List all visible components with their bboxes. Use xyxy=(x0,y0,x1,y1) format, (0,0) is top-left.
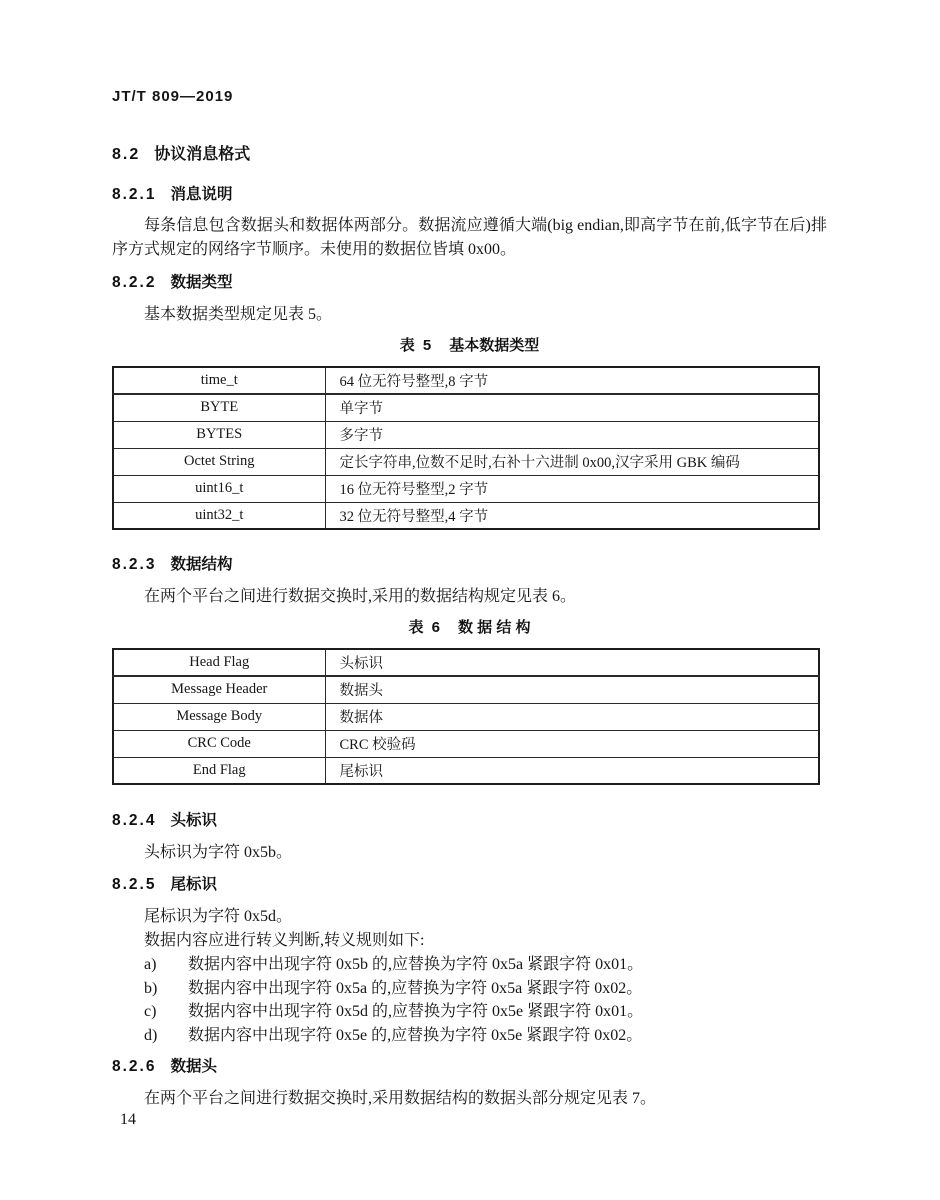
cell-desc: 头标识 xyxy=(325,649,819,676)
list-item-label: c) xyxy=(144,1003,157,1020)
table-row xyxy=(113,394,819,421)
document-page xyxy=(112,88,827,1129)
list-item-text: 数据内容中出现字符 0x5e 的,应替换为字符 0x5e 紧跟字符 0x02。 xyxy=(188,1026,643,1044)
cell-desc: 单字节 xyxy=(325,394,819,421)
table-5-caption-label: 表 5 xyxy=(399,337,434,354)
table-row xyxy=(113,757,819,784)
section-title: 头标识 xyxy=(170,812,217,829)
cell-desc: CRC 校验码 xyxy=(325,730,819,757)
cell-term: uint32_t xyxy=(113,502,325,529)
table-5-caption xyxy=(112,334,827,355)
cell-term: Octet String xyxy=(113,448,325,475)
table-6-caption xyxy=(112,616,827,637)
cell-term: Head Flag xyxy=(113,649,325,676)
list-item-label: a) xyxy=(144,956,157,973)
cell-term: uint16_t xyxy=(113,475,325,502)
section-heading-8-2-5 xyxy=(112,872,827,894)
doc-number: JT/T 809—2019 xyxy=(112,88,234,105)
list-item-label: d) xyxy=(144,1026,158,1044)
section-heading-8-2-1 xyxy=(112,182,827,204)
table-5-caption-title: 基本数据类型 xyxy=(449,337,540,354)
table-row xyxy=(113,475,819,502)
table-6-data-structure xyxy=(112,648,820,785)
cell-term: End Flag xyxy=(113,757,325,784)
paragraph-message-description: 每条信息包含数据头和数据体两部分。数据流应遵循大端(big endian,即高字节在前,低字节在后)排序方式规定的网络字节顺序。未使用的数据位皆填 0x00。 xyxy=(112,217,827,258)
section-heading-8-2 xyxy=(112,141,827,164)
section-title: 数据类型 xyxy=(170,274,233,291)
table-row xyxy=(113,448,819,475)
section-number: 8.2.4 xyxy=(112,812,157,829)
list-item xyxy=(112,1000,827,1024)
table-6-caption-label: 表 6 xyxy=(408,619,442,636)
table-row xyxy=(113,730,819,757)
paragraph-end-flag: 尾标识为字符 0x5d。 xyxy=(144,908,293,925)
list-item xyxy=(112,977,827,1001)
table-row xyxy=(113,502,819,529)
cell-term: Message Body xyxy=(113,703,325,730)
section-title: 数据头 xyxy=(170,1058,217,1075)
escape-rule-list xyxy=(112,953,827,1047)
table-5-basic-data-types xyxy=(112,366,820,530)
cell-desc: 16 位无符号整型,2 字节 xyxy=(325,475,819,502)
section-number: 8.2.3 xyxy=(112,556,157,573)
paragraph-head-flag: 头标识为字符 0x5b。 xyxy=(144,844,293,861)
section-title: 消息说明 xyxy=(170,186,233,203)
section-title: 协议消息格式 xyxy=(154,146,251,163)
section-heading-8-2-2 xyxy=(112,270,827,292)
cell-desc: 数据头 xyxy=(325,676,819,703)
cell-desc: 尾标识 xyxy=(325,757,819,784)
list-item-text: 数据内容中出现字符 0x5b 的,应替换为字符 0x5a 紧跟字符 0x01。 xyxy=(188,956,644,973)
cell-desc: 多字节 xyxy=(325,421,819,448)
list-item-label: b) xyxy=(144,979,158,997)
cell-term: BYTES xyxy=(113,421,325,448)
section-number: 8.2 xyxy=(112,146,141,163)
paragraph-structure-ref: 在两个平台之间进行数据交换时,采用的数据结构规定见表 6。 xyxy=(144,588,577,605)
table-row xyxy=(113,676,819,703)
cell-term: BYTE xyxy=(113,394,325,421)
table-row xyxy=(113,421,819,448)
table-6-caption-title: 数 据 结 构 xyxy=(458,619,531,636)
cell-desc: 64 位无符号整型,8 字节 xyxy=(325,367,819,394)
section-number: 8.2.5 xyxy=(112,876,157,893)
section-heading-8-2-4 xyxy=(112,808,827,830)
paragraph-datatype-ref: 基本数据类型规定见表 5。 xyxy=(144,306,333,323)
table-row xyxy=(113,649,819,676)
paragraph-escape-intro: 数据内容应进行转义判断,转义规则如下: xyxy=(144,932,425,949)
cell-desc: 定长字符串,位数不足时,右补十六进制 0x00,汉字采用 GBK 编码 xyxy=(325,448,819,475)
list-item xyxy=(112,1024,827,1048)
paragraph-header-ref: 在两个平台之间进行数据交换时,采用数据结构的数据头部分规定见表 7。 xyxy=(144,1090,657,1107)
table-row xyxy=(113,367,819,394)
page-number: 14 xyxy=(120,1111,136,1128)
cell-desc: 数据体 xyxy=(325,703,819,730)
cell-term: CRC Code xyxy=(113,730,325,757)
list-item-text: 数据内容中出现字符 0x5a 的,应替换为字符 0x5a 紧跟字符 0x02。 xyxy=(188,979,643,997)
list-item xyxy=(112,953,827,977)
section-number: 8.2.1 xyxy=(112,186,157,203)
section-number: 8.2.6 xyxy=(112,1058,157,1075)
cell-term: time_t xyxy=(113,367,325,394)
section-heading-8-2-3 xyxy=(112,552,827,574)
section-heading-8-2-6 xyxy=(112,1054,827,1076)
section-title: 尾标识 xyxy=(170,876,217,893)
cell-term: Message Header xyxy=(113,676,325,703)
cell-desc: 32 位无符号整型,4 字节 xyxy=(325,502,819,529)
list-item-text: 数据内容中出现字符 0x5d 的,应替换为字符 0x5e 紧跟字符 0x01。 xyxy=(188,1003,644,1020)
section-title: 数据结构 xyxy=(170,556,233,573)
section-number: 8.2.2 xyxy=(112,274,157,291)
table-row xyxy=(113,703,819,730)
